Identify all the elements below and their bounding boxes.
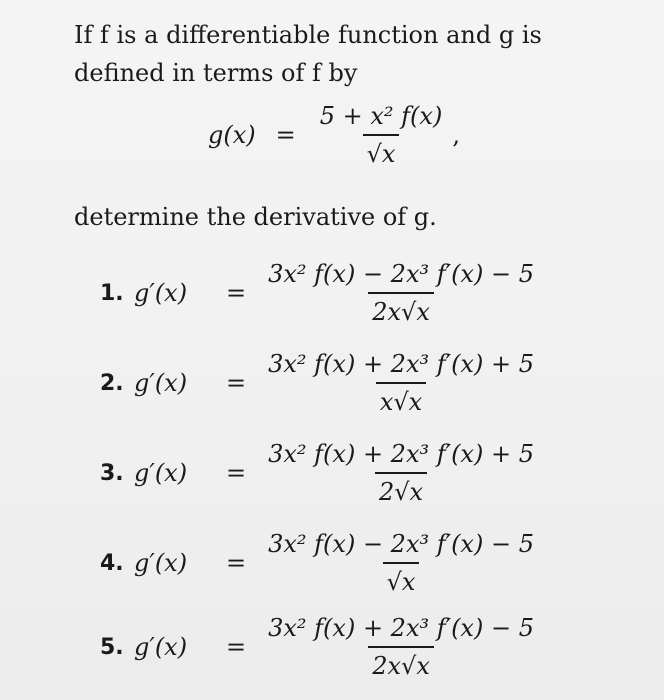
choice-lhs: g′(x) [134, 633, 188, 661]
choice-denominator: √x [383, 562, 420, 594]
choice-equals: = [226, 369, 247, 397]
choice-denominator: 2x√x [368, 646, 434, 678]
definition-numerator: 5 + x² f(x) [319, 102, 443, 130]
choice-denominator: x√x [376, 382, 426, 414]
choice-equals: = [226, 633, 247, 661]
choice-index: 1. [100, 280, 124, 306]
choice-numerator: 3x² f(x) − 2x³ f′(x) − 5 [268, 530, 534, 558]
instruction-text: determine the derivative of g. [74, 203, 437, 231]
definition-equation [208, 104, 460, 166]
choice-fraction [264, 532, 538, 594]
choice-denominator: 2√x [375, 472, 427, 504]
choice-equals: = [226, 459, 247, 487]
choice-index: 5. [100, 634, 124, 660]
choice-lhs: g′(x) [134, 459, 188, 487]
choice-fraction [264, 442, 538, 504]
problem-statement [74, 16, 634, 92]
choice-numerator: 3x² f(x) + 2x³ f′(x) − 5 [268, 614, 534, 642]
choice-equals: = [226, 279, 247, 307]
choice-lhs: g′(x) [134, 279, 188, 307]
choice-numerator: 3x² f(x) + 2x³ f′(x) + 5 [268, 440, 534, 468]
choice-numerator: 3x² f(x) + 2x³ f′(x) + 5 [268, 350, 534, 378]
choice-numerator: 3x² f(x) − 2x³ f′(x) − 5 [268, 260, 534, 288]
choice-index: 3. [100, 460, 124, 486]
choice-fraction [264, 352, 538, 414]
problem-line-1: If f is a differentiable function and g is [74, 21, 542, 49]
choice-5[interactable] [100, 616, 538, 678]
definition-equals: = [275, 121, 296, 149]
definition-fraction [316, 104, 447, 166]
choice-index: 4. [100, 550, 124, 576]
problem-line-2: defined in terms of f by [74, 59, 358, 87]
choice-equals: = [226, 549, 247, 577]
definition-lhs: g(x) [208, 121, 256, 149]
choice-denominator: 2x√x [368, 292, 434, 324]
choice-fraction [264, 616, 538, 678]
definition-denominator: √x [363, 134, 400, 166]
choice-2[interactable] [100, 352, 538, 414]
choice-lhs: g′(x) [134, 549, 188, 577]
choice-fraction [264, 262, 538, 324]
choice-index: 2. [100, 370, 124, 396]
instruction [74, 198, 634, 236]
definition-comma: , [452, 121, 460, 149]
choice-lhs: g′(x) [134, 369, 188, 397]
choice-4[interactable] [100, 532, 538, 594]
choice-3[interactable] [100, 442, 538, 504]
choice-1[interactable] [100, 262, 538, 324]
